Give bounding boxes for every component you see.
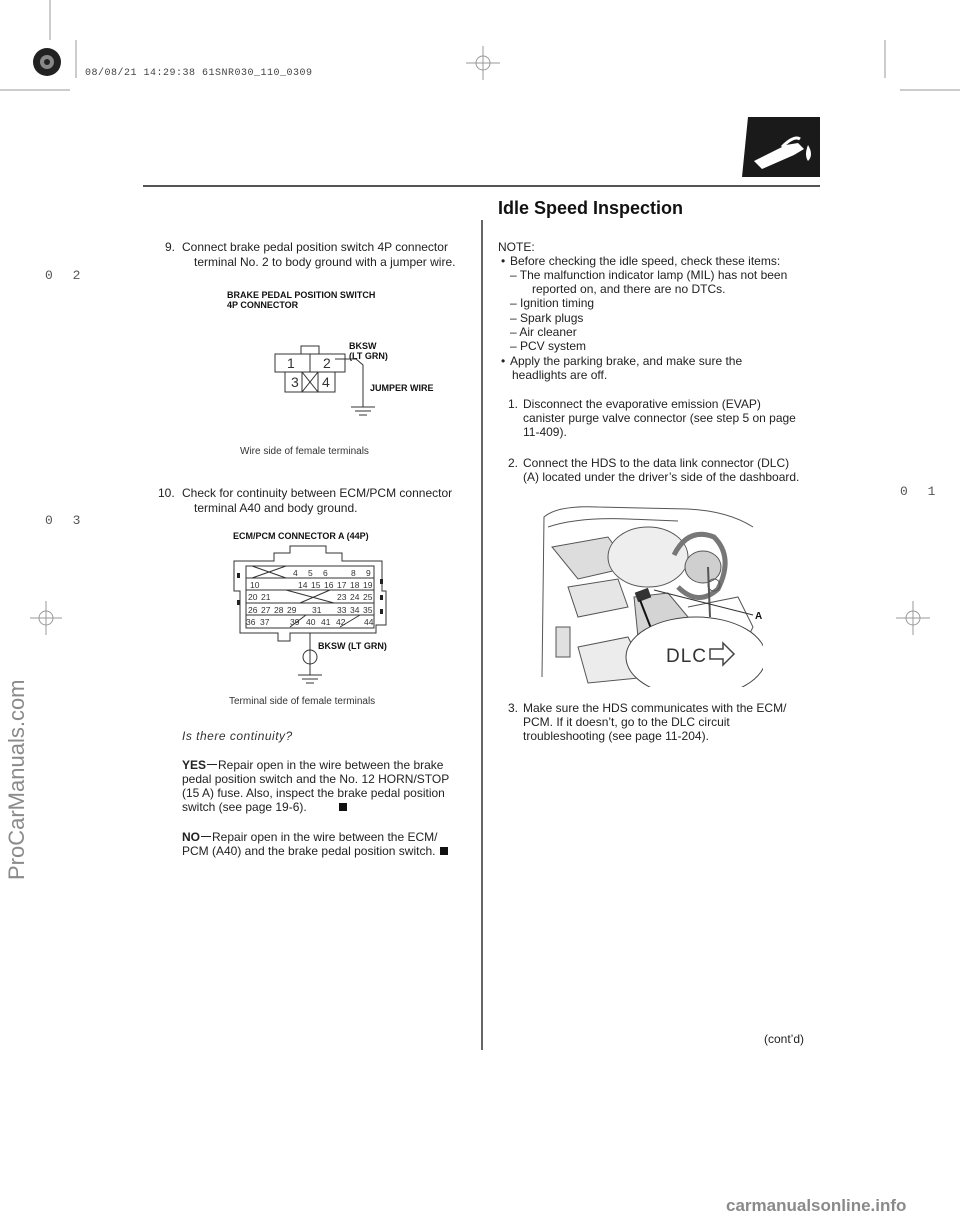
no-dash (201, 836, 211, 837)
watermark-procarmanuals: ProCarManuals.com (4, 679, 29, 880)
step-2-line1: Connect the HDS to the data link connector (DLC) (523, 456, 790, 470)
no-line1: Repair open in the wire between the ECM/ (212, 830, 438, 844)
note-item-1: – The malfunction indicator lamp (MIL) has not been (510, 268, 788, 282)
pin-label: 18 (350, 580, 360, 590)
pin-label: 20 (248, 592, 258, 602)
dashboard-dlc-illustration (538, 497, 763, 687)
continued-label: (cont’d) (764, 1032, 805, 1046)
pin-label: 15 (311, 580, 321, 590)
bullet: • (501, 254, 506, 268)
pin-label: 19 (363, 580, 373, 590)
page-title: Idle Speed Inspection (498, 198, 684, 218)
no-line2: PCM (A40) and the brake pedal position switch. (182, 844, 436, 858)
yes-line1: Repair open in the wire between the brake (218, 758, 444, 772)
step-10-line1: Check for continuity between ECM/PCM connector (182, 486, 453, 500)
continuity-question: Is there continuity? (182, 729, 293, 743)
note-bullet-2a: Apply the parking brake, and make sure the (510, 354, 743, 368)
step-3-number: 3. (508, 701, 519, 715)
yes-dash (207, 764, 217, 765)
step-9-line1: Connect brake pedal position switch 4P connector (182, 240, 448, 254)
pin-2: 2 (323, 355, 331, 371)
pin-label: 35 (363, 605, 373, 615)
end-mark (339, 803, 347, 811)
pin-label: 33 (337, 605, 347, 615)
pin-label: 6 (323, 568, 328, 578)
note-title: NOTE: (498, 240, 535, 254)
pin-1: 1 (287, 355, 295, 371)
pin-label: 17 (337, 580, 347, 590)
pin-label: 21 (261, 592, 271, 602)
pin-label: 42 (336, 617, 346, 627)
step-3-line1: Make sure the HDS communicates with the ECM/ (523, 701, 787, 715)
pin-label: 36 (246, 617, 256, 627)
step-2-line2: (A) located under the driver’s side of the dashboard. (523, 470, 800, 484)
pin-label: 31 (312, 605, 322, 615)
pin-label: 40 (306, 617, 316, 627)
pin-label: 9 (366, 568, 371, 578)
pin-label: 26 (248, 605, 258, 615)
yes-line4: switch (see page 19-6). (182, 800, 307, 814)
pin-label: 25 (363, 592, 373, 602)
pin-4: 4 (322, 374, 330, 390)
pin-label: 44 (364, 617, 374, 627)
step-10-number: 10. (158, 486, 175, 500)
step-1-line2: canister purge valve connector (see step 5 on page (523, 411, 796, 425)
ecm-connector-diagram (230, 545, 400, 685)
yes-line2: pedal position switch and the No. 12 HORN/STOP (182, 772, 450, 786)
pin-label: 4 (293, 568, 298, 578)
fig1-title-line1: BRAKE PEDAL POSITION SWITCH (227, 290, 376, 300)
end-mark (440, 847, 448, 855)
pin-label: 34 (350, 605, 360, 615)
pin-3: 3 (291, 374, 299, 390)
step-10-line2: terminal A40 and body ground. (194, 501, 358, 515)
pin-label: 24 (350, 592, 360, 602)
side-mark-03: 0 3 (45, 513, 87, 528)
fig1-wire-color: (LT GRN) (349, 351, 388, 361)
note-item-3: – Spark plugs (510, 311, 584, 325)
yes-label: YES (182, 758, 207, 772)
pin-label: 14 (298, 580, 308, 590)
step-1-line3: 11-409). (523, 425, 567, 439)
side-mark-01: 0 1 (900, 484, 942, 499)
pin-label: 23 (337, 592, 347, 602)
print-stamp: 08/08/21 14:29:38 61SNR030_110_0309 (85, 68, 313, 79)
step-1-number: 1. (508, 397, 519, 411)
note-bullet-2b: headlights are off. (512, 368, 608, 382)
note-item-2: – Ignition timing (510, 296, 595, 310)
note-item-4: – Air cleaner (510, 325, 577, 339)
fig2-caption: Terminal side of female terminals (229, 696, 376, 707)
no-label: NO (182, 830, 200, 844)
fig1-caption: Wire side of female terminals (240, 446, 369, 457)
fig2-wire-label: BKSW (LT GRN) (318, 641, 387, 651)
watermark-footer: carmanualsonline.info (726, 1196, 907, 1215)
yes-line3: (15 A) fuse. Also, inspect the brake pedal position (182, 786, 445, 800)
pin-label: 39 (290, 617, 300, 627)
fuel-nozzle-icon (742, 117, 820, 177)
pin-label: 41 (321, 617, 331, 627)
step-1-line1: Disconnect the evaporative emission (EVAP) (523, 397, 761, 411)
pin-label: 28 (274, 605, 284, 615)
pin-label: 29 (287, 605, 297, 615)
pin-label: 27 (261, 605, 271, 615)
step-9-line2: terminal No. 2 to body ground with a jumper wire. (194, 255, 456, 269)
note-item-1b: reported on, and there are no DTCs. (532, 282, 726, 296)
bullet: • (501, 354, 506, 368)
step-2-number: 2. (508, 456, 519, 470)
pin-label: 37 (260, 617, 270, 627)
fig1-title-line2: 4P CONNECTOR (227, 300, 299, 310)
note-bullet-1: Before checking the idle speed, check these items: (510, 254, 781, 268)
jumper-wire-label: JUMPER WIRE (370, 383, 434, 393)
fig1-wire-label: BKSW (349, 341, 377, 351)
pin-label: 10 (250, 580, 260, 590)
step-3-line3: troubleshooting (see page 11-204). (523, 729, 709, 743)
note-item-5: – PCV system (510, 339, 587, 353)
side-mark-02: 0 2 (45, 268, 87, 283)
callout-a: A (755, 611, 763, 622)
fig2-title: ECM/PCM CONNECTOR A (44P) (233, 531, 369, 541)
step-9-number: 9. (165, 240, 176, 254)
dlc-label: DLC (666, 646, 708, 667)
pin-label: 16 (324, 580, 334, 590)
step-3-line2: PCM. If it doesn’t, go to the DLC circuit (523, 715, 730, 729)
pin-label: 5 (308, 568, 313, 578)
pin-label: 8 (351, 568, 356, 578)
